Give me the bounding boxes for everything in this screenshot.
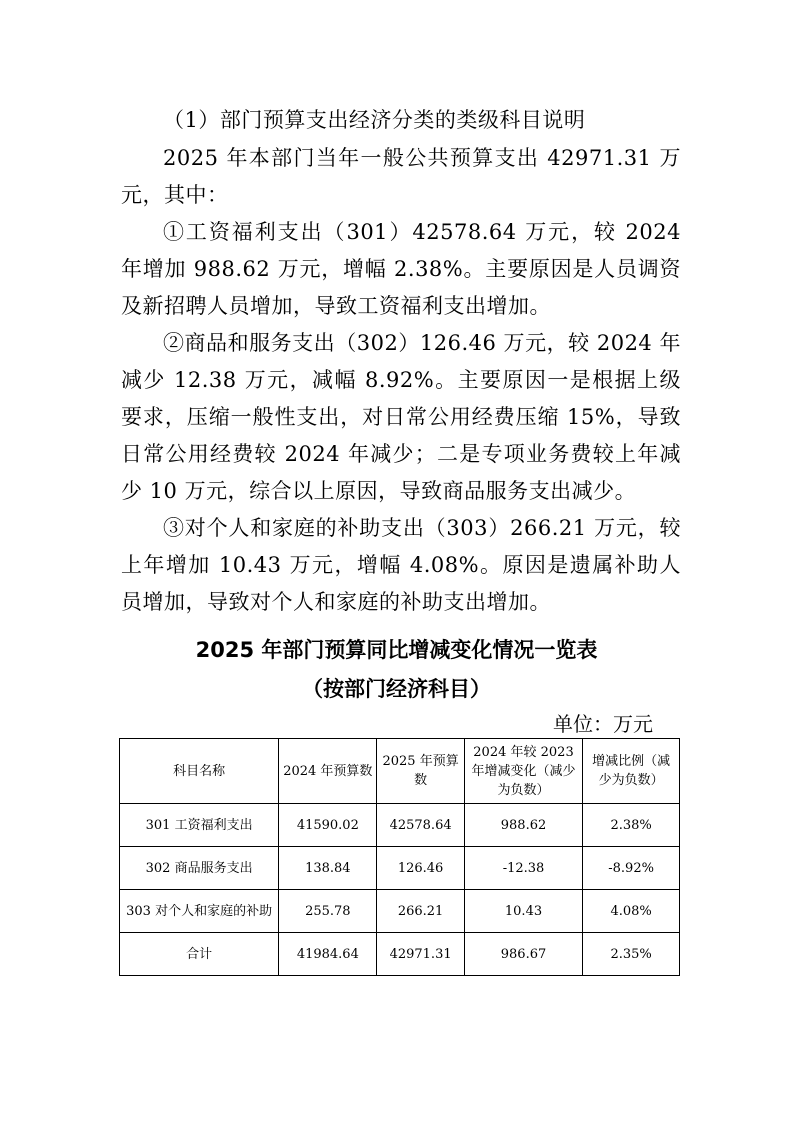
cell-change: -12.38 (464, 847, 582, 890)
cell-change: 10.43 (464, 890, 582, 933)
cell-2025-budget: 42971.31 (377, 933, 464, 976)
wage-welfare-paragraph: ①工资福利支出（301）42578.64 万元，较 2024 年增加 988.62 万元，增幅 2.38%。主要原因是人员调资及新招聘人员增加，导致工资福利支出增加。 (121, 220, 681, 318)
header-2025-budget: 2025 年预算数 (377, 739, 464, 804)
cell-2025-budget: 42578.64 (377, 804, 464, 847)
cell-2024-budget: 41984.64 (279, 933, 377, 976)
cell-ratio: -8.92% (583, 847, 680, 890)
table-header-row (120, 739, 680, 804)
table-subtitle: （按部门经济科目） (302, 677, 491, 701)
budget-change-table (119, 738, 680, 976)
table-title: 2025 年部门预算同比增减变化情况一览表 (195, 638, 598, 662)
table-total-row (120, 933, 680, 976)
cell-ratio: 2.38% (583, 804, 680, 847)
cell-2024-budget: 138.84 (279, 847, 377, 890)
cell-change: 986.67 (464, 933, 582, 976)
cell-2025-budget: 266.21 (377, 890, 464, 933)
cell-subject: 301 工资福利支出 (120, 804, 279, 847)
goods-services-paragraph: ②商品和服务支出（302）126.46 万元，较 2024 年减少 12.38 万元，减幅 8.92%。主要原因一是根据上级要求，压缩一般性支出，对日常公用经费压缩 15%，导致日常公用经费较 2024 年减少；二是专项业务费较上年减少 10 万元，综合以上原因，导致商品服务支出减少。 (121, 331, 681, 503)
header-subject-name: 科目名称 (120, 739, 279, 804)
table-row (120, 847, 680, 890)
summary-paragraph: 2025 年本部门当年一般公共预算支出 42971.31 万元，其中： (121, 146, 681, 207)
cell-change: 988.62 (464, 804, 582, 847)
cell-ratio: 2.35% (583, 933, 680, 976)
household-subsidy-paragraph: ③对个人和家庭的补助支出（303）266.21 万元，较上年增加 10.43 万元，增幅 4.08%。原因是遗属补助人员增加，导致对个人和家庭的补助支出增加。 (121, 516, 681, 614)
cell-2024-budget: 41590.02 (279, 804, 377, 847)
header-change: 2024 年较 2023 年增减变化（减少为负数） (464, 739, 582, 804)
cell-2025-budget: 126.46 (377, 847, 464, 890)
unit-label: 单位：万元 (553, 712, 653, 736)
header-change-ratio: 增减比例（减少为负数） (583, 739, 680, 804)
header-2024-budget: 2024 年预算数 (279, 739, 377, 804)
table-row (120, 890, 680, 933)
cell-2024-budget: 255.78 (279, 890, 377, 933)
cell-subject: 302 商品服务支出 (120, 847, 279, 890)
section-heading: （1）部门预算支出经济分类的类级科目说明 (163, 108, 586, 132)
table-row (120, 804, 680, 847)
cell-ratio: 4.08% (583, 890, 680, 933)
cell-subject: 303 对个人和家庭的补助 (120, 890, 279, 933)
cell-subject: 合计 (120, 933, 279, 976)
